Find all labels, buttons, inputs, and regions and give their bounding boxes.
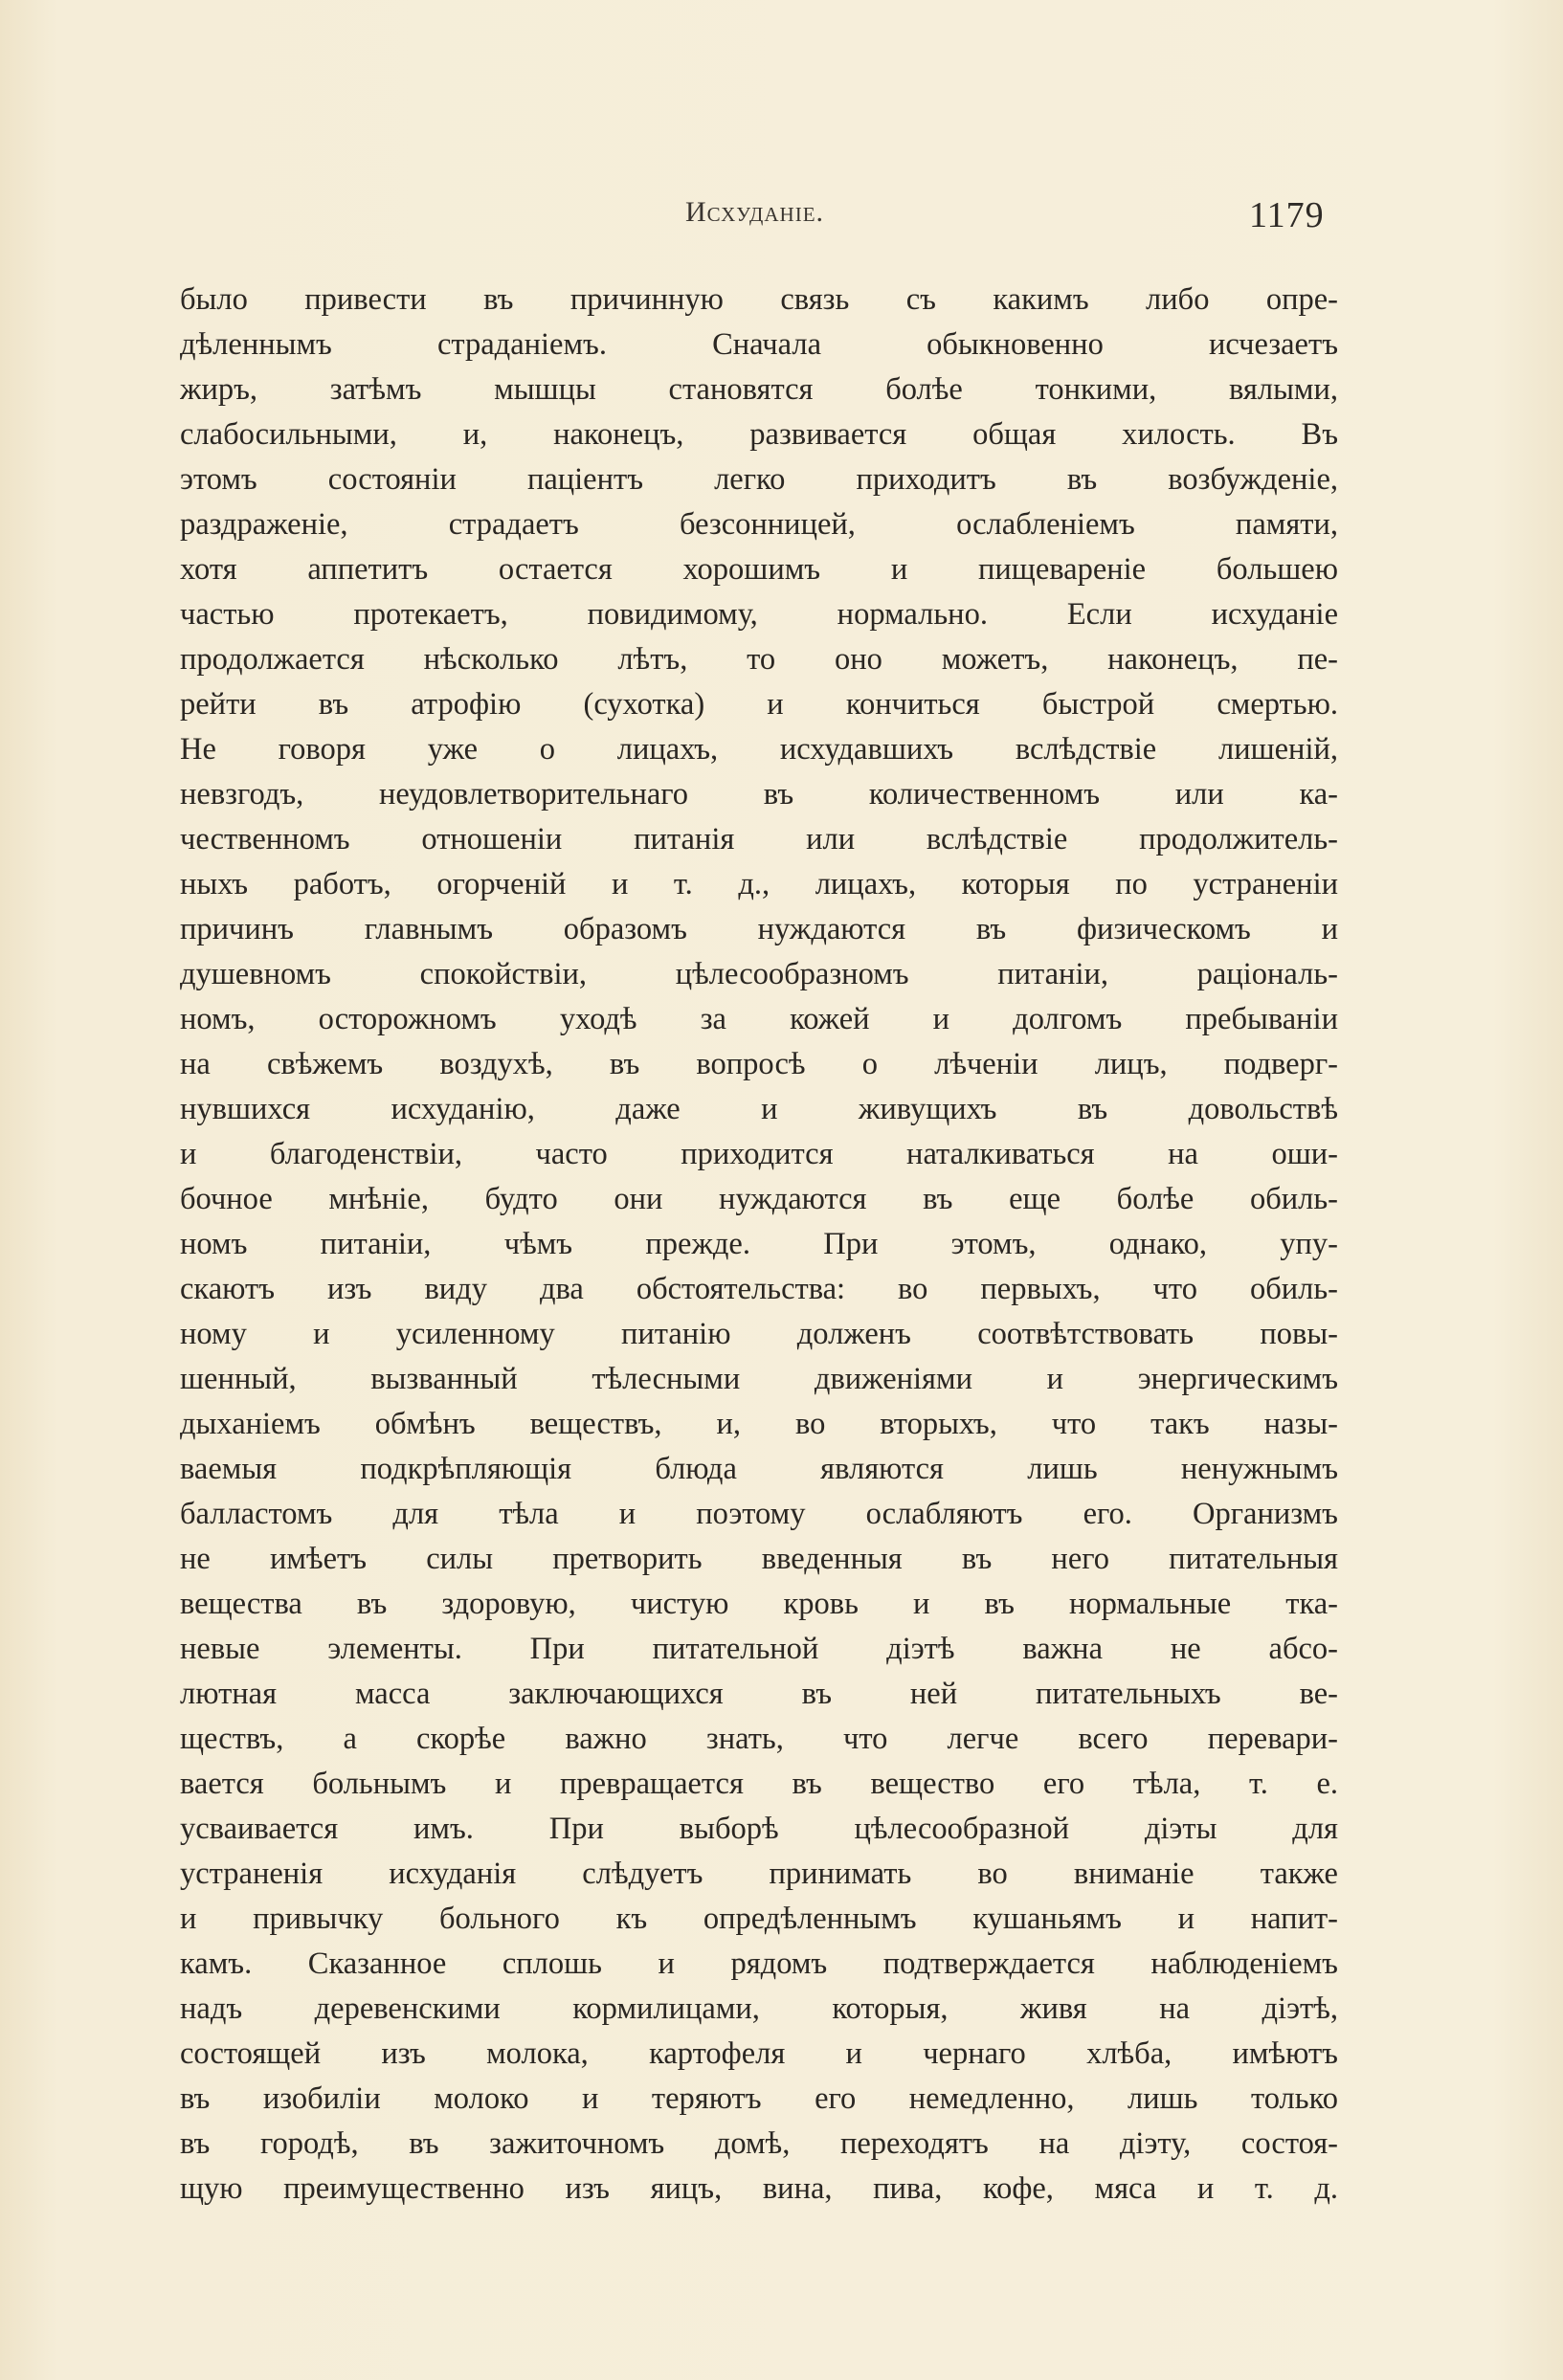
body-text bbox=[180, 278, 1338, 2212]
text-line: невые элементы. При питательной діэтѣ важна не абсо- bbox=[180, 1632, 1338, 1666]
text-line: вается больнымъ и превращается въ вещество его тѣла, т. е. bbox=[180, 1767, 1338, 1801]
text-line: скаютъ изъ виду два обстоятельства: во первыхъ, что обиль- bbox=[180, 1272, 1338, 1306]
text-line: состоящей изъ молока, картофеля и чернаго хлѣба, имѣютъ bbox=[180, 2036, 1338, 2071]
text-line: номъ, осторожномъ уходѣ за кожей и долгомъ пребываніи bbox=[180, 1002, 1338, 1036]
text-line: причинъ главнымъ образомъ нуждаются въ физическомъ и bbox=[180, 912, 1338, 946]
text-line: нувшихся исхуданію, даже и живущихъ въ довольствѣ bbox=[180, 1092, 1338, 1126]
text-line: слабосильными, и, наконецъ, развивается общая хилость. Въ bbox=[180, 417, 1338, 452]
text-line: устраненія исхуданія слѣдуетъ принимать во вниманіе также bbox=[180, 1857, 1338, 1891]
text-line: душевномъ спокойствіи, цѣлесообразномъ питаніи, раціональ- bbox=[180, 957, 1338, 991]
text-line: невзгодъ, неудовлетворительнаго въ количественномъ или ка- bbox=[180, 777, 1338, 812]
page-number: 1179 bbox=[1249, 195, 1325, 235]
text-line: Не говоря уже о лицахъ, исхудавшихъ вслѣдствіе лишеній, bbox=[180, 732, 1338, 767]
text-line: балластомъ для тѣла и поэтому ослабляютъ его. Организмъ bbox=[180, 1497, 1338, 1531]
text-line: ществъ, а скорѣе важно знать, что легче всего перевари- bbox=[180, 1722, 1338, 1756]
text-line: рейти въ атрофію (сухотка) и кончиться быстрой смертью. bbox=[180, 687, 1338, 722]
text-line: въ изобиліи молоко и теряютъ его немедленно, лишь только bbox=[180, 2081, 1338, 2116]
text-line: не имѣетъ силы претворить введенныя въ него питательныя bbox=[180, 1542, 1338, 1576]
text-line: камъ. Сказанное сплошь и рядомъ подтверждается наблюденіемъ bbox=[180, 1946, 1338, 1981]
text-line: вещества въ здоровую, чистую кровь и въ нормальные тка- bbox=[180, 1587, 1338, 1621]
text-line: ному и усиленному питанію долженъ соотвѣтствовать повы- bbox=[180, 1317, 1338, 1351]
text-line: шенный, вызванный тѣлесными движеніями и энергическимъ bbox=[180, 1362, 1338, 1396]
text-line: чественномъ отношеніи питанія или вслѣдствіе продолжитель- bbox=[180, 822, 1338, 856]
text-line: ваемыя подкрѣпляющія блюда являются лишь ненужнымъ bbox=[180, 1452, 1338, 1486]
text-line: этомъ состояніи паціентъ легко приходитъ въ возбужденіе, bbox=[180, 462, 1338, 497]
text-line: и благоденствіи, часто приходится наталкиваться на оши- bbox=[180, 1137, 1338, 1171]
text-line: раздраженіе, страдаетъ безсонницей, ослабленіемъ памяти, bbox=[180, 507, 1338, 542]
text-line: было привести въ причинную связь съ какимъ либо опре- bbox=[180, 282, 1338, 317]
text-line: ныхъ работъ, огорченій и т. д., лицахъ, которыя по устраненіи bbox=[180, 867, 1338, 901]
text-line: щую преимущественно изъ яицъ, вина, пива, кофе, мяса и т. д. bbox=[180, 2171, 1338, 2206]
text-line: номъ питаніи, чѣмъ прежде. При этомъ, однако, упу- bbox=[180, 1227, 1338, 1261]
text-line: хотя аппетитъ остается хорошимъ и пищевареніе большею bbox=[180, 552, 1338, 587]
text-line: въ городѣ, въ зажиточномъ домѣ, переходятъ на діэту, состоя- bbox=[180, 2126, 1338, 2161]
text-line: надъ деревенскими кормилицами, которыя, живя на діэтѣ, bbox=[180, 1991, 1338, 2026]
text-line: и привычку больного къ опредѣленнымъ кушаньямъ и напит- bbox=[180, 1902, 1338, 1936]
running-title: Исхуданіе. bbox=[685, 196, 825, 228]
text-line: лютная масса заключающихся въ ней питательныхъ ве- bbox=[180, 1677, 1338, 1711]
text-line: продолжается нѣсколько лѣтъ, то оно можетъ, наконецъ, пе- bbox=[180, 642, 1338, 677]
text-line: на свѣжемъ воздухѣ, въ вопросѣ о лѣченіи лицъ, подверг- bbox=[180, 1047, 1338, 1081]
text-line: дѣленнымъ страданіемъ. Сначала обыкновенно исчезаетъ bbox=[180, 327, 1338, 362]
text-line: частью протекаетъ, повидимому, нормально. Если исхуданіе bbox=[180, 597, 1338, 632]
text-line: дыханіемъ обмѣнъ веществъ, и, во вторыхъ, что такъ назы- bbox=[180, 1407, 1338, 1441]
running-head bbox=[0, 196, 1563, 244]
text-line: бочное мнѣніе, будто они нуждаются въ еще болѣе обиль- bbox=[180, 1182, 1338, 1216]
text-line: жиръ, затѣмъ мышцы становятся болѣе тонкими, вялыми, bbox=[180, 372, 1338, 407]
text-line: усваивается имъ. При выборѣ цѣлесообразной діэты для bbox=[180, 1812, 1338, 1846]
